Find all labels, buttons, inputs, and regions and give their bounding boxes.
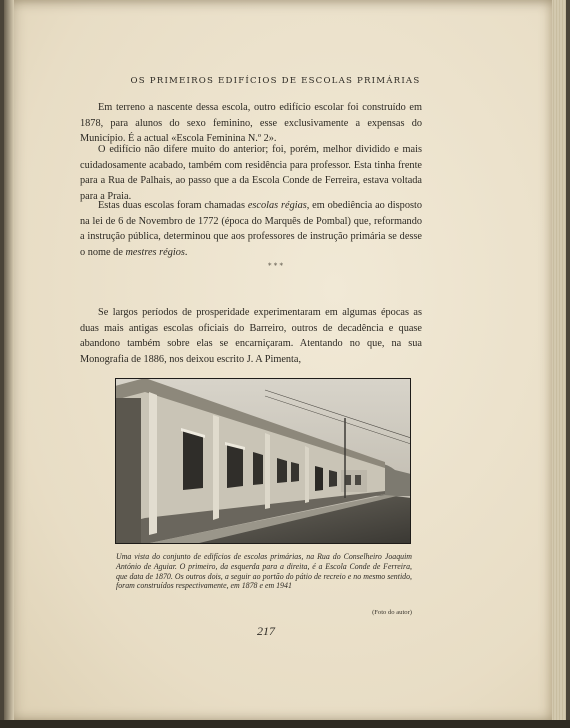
separator-stars: * * *: [268, 262, 283, 270]
paragraph-3-text-c: .: [184, 246, 188, 258]
photo-caption: Uma vista do conjunto de edifícios de escolas primárias, na Rua do Conselheiro Joaquim António de Aguiar. O primeiro, da esquerda para a direita, é a Escola Conde de Ferreira, que data de 1870. Os outros dois, a seguir ao portão do pátio de recreio e no mesmo sentido, foram construídos respectivamente, em 1878 e em 1941: [116, 552, 412, 591]
book-spine-shadow: [4, 0, 14, 722]
paragraph-3-text-b: , em obediência ao disposto na lei de 6 de Novembro de 1772 (época do Marquês de Pombal) que, reformando a instrução pública, determinou que aos professores de instrução primária se desse o nome de: [80, 200, 422, 258]
page-edges: [552, 0, 566, 728]
paragraph-2: O edifício não difere muito do anterior; foi, porém, melhor dividido e mais cuidadosamente acabado, também com residência para professor. Esta tinha frente para a Rua de Palhais, ao passo que a da Escola Conde de Ferreira, estava voltada para a Praia.: [80, 144, 422, 202]
photo-credit: (Foto do autor): [372, 609, 412, 616]
running-header: OS PRIMEIROS EDIFÍCIOS DE ESCOLAS PRIMÁRIAS: [130, 76, 421, 86]
paragraph-3-italic-b: mestres régios: [125, 246, 185, 258]
paragraph-3-italic-a: escolas régias: [247, 200, 307, 211]
paragraph-3: [80, 198, 422, 260]
school-buildings-photo: [115, 378, 411, 544]
photo-illustration: [115, 378, 411, 544]
paragraph-4: Se largos períodos de prosperidade experimentaram em algumas épocas as duas mais antigas escolas oficiais do Barreiro, outros de decadência e quase abandono também sobre elas se encarniçaram. Atentando no que, na sua Monografia de 1886, nos deixou escrito J. A Pimenta,: [80, 307, 422, 365]
paragraph-3-text-a: Estas duas escolas foram chamadas: [98, 200, 248, 211]
bottom-background: [0, 720, 570, 728]
section-separator: [0, 262, 551, 270]
page-number: 217: [257, 624, 275, 638]
paragraph-1: Em terreno a nascente dessa escola, outro edifício escolar foi construído em 1878, para alunos do sexo feminino, esse exclusivamente a expensas do Município. É a actual «Escola Feminina N.º 2».: [80, 102, 422, 145]
